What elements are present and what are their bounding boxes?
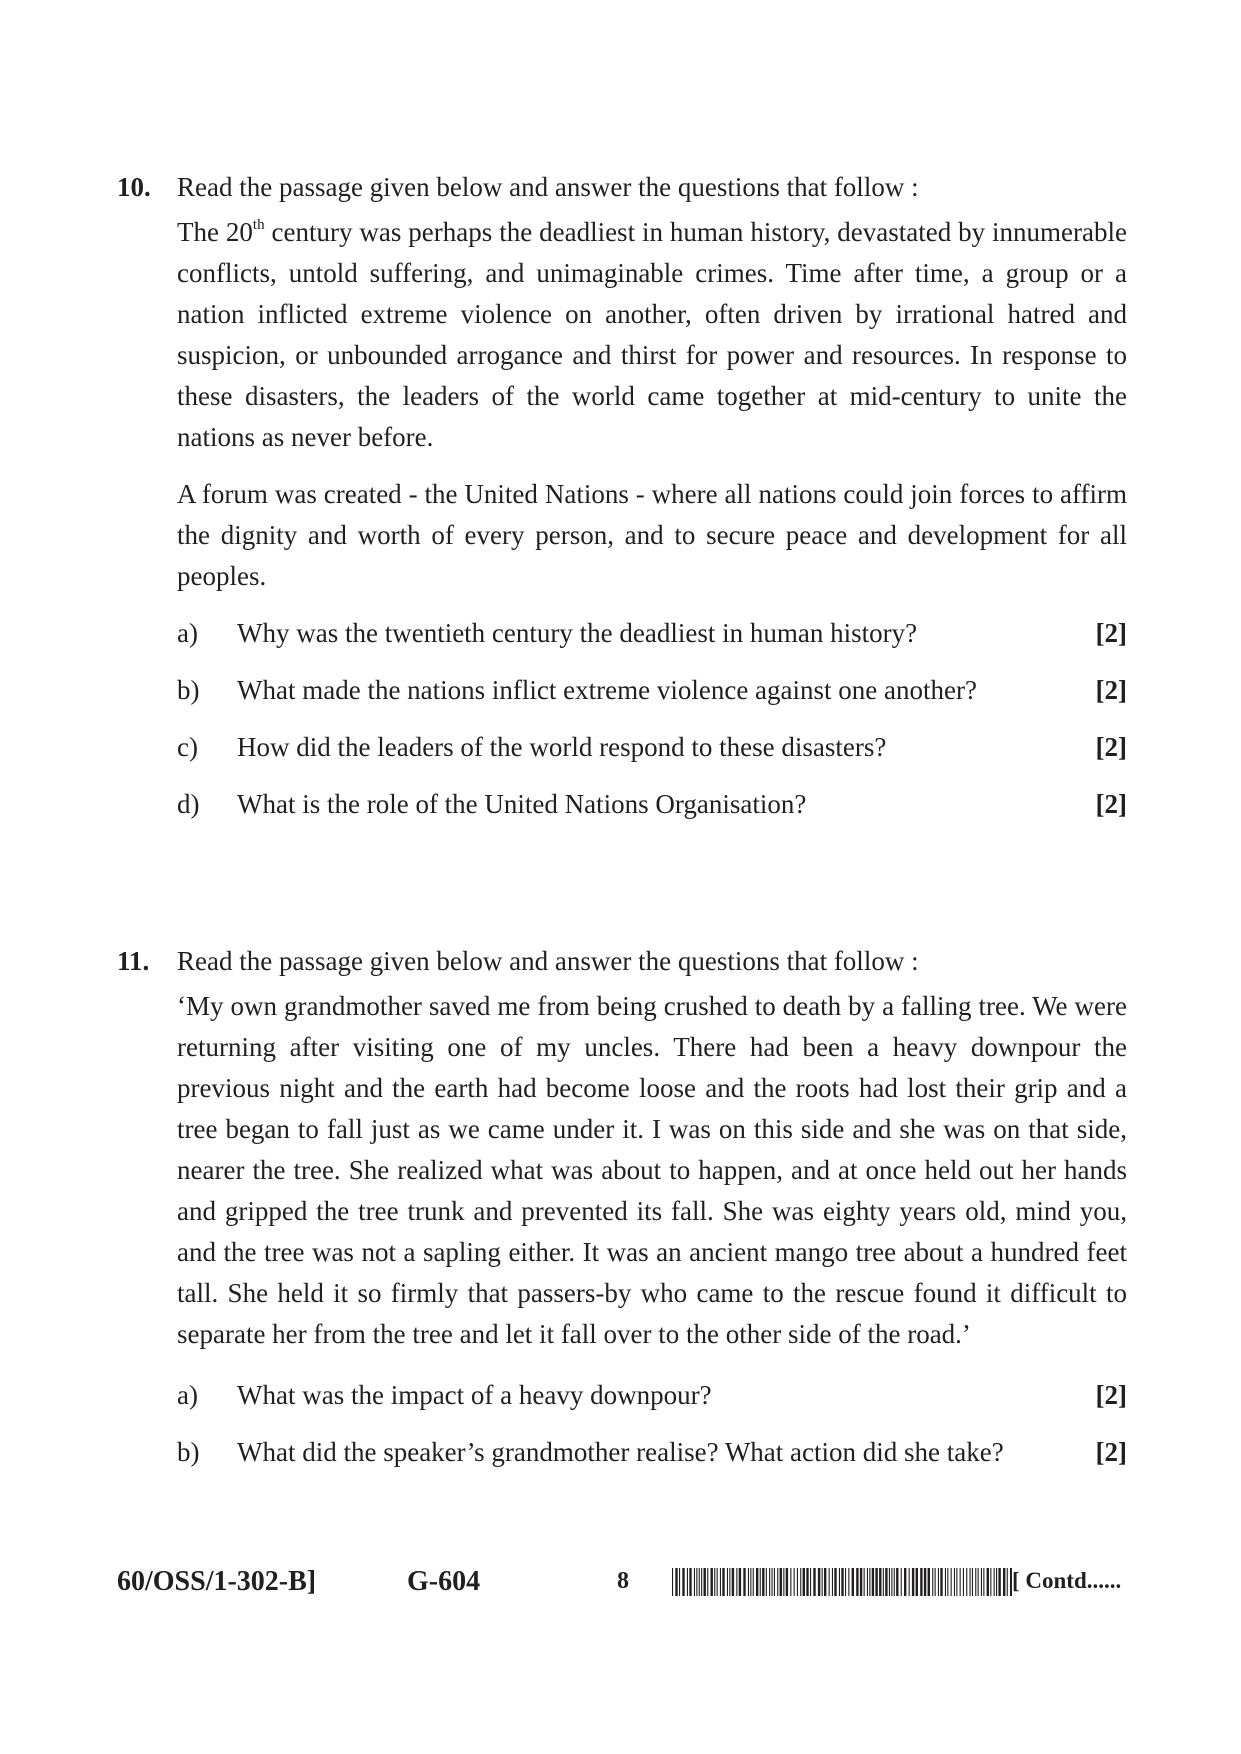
sub-question-text: What made the nations inflict extreme violence against one another? bbox=[237, 675, 977, 705]
sub-question bbox=[177, 1375, 1127, 1416]
question-instruction: Read the passage given below and answer the questions that follow : bbox=[177, 946, 919, 976]
sub-question-text: What was the impact of a heavy downpour? bbox=[237, 1380, 712, 1410]
sub-question-text: Why was the twentieth century the deadliest in human history? bbox=[237, 618, 918, 648]
question-11-header bbox=[117, 941, 1127, 982]
page-footer bbox=[117, 1562, 1127, 1602]
sub-question-letter: d) bbox=[177, 789, 200, 819]
sub-question-marks: [2] bbox=[1095, 1437, 1127, 1467]
sub-question-marks: [2] bbox=[1095, 1380, 1127, 1410]
sub-question bbox=[177, 670, 1127, 711]
question-number: 10. bbox=[117, 172, 151, 202]
question-10 bbox=[117, 167, 1127, 825]
sub-question-letter: a) bbox=[177, 1380, 198, 1410]
passage-paragraph-1 bbox=[177, 212, 1127, 458]
exam-code: 60/OSS/1-302-B] bbox=[117, 1566, 317, 1597]
sub-question-letter: b) bbox=[177, 1437, 200, 1467]
sub-question bbox=[177, 1432, 1127, 1473]
sub-question bbox=[177, 784, 1127, 825]
passage-text-start: The 20 bbox=[177, 217, 253, 247]
page-number: 8 bbox=[617, 1568, 629, 1594]
sub-question bbox=[177, 727, 1127, 768]
sub-question-letter: a) bbox=[177, 618, 198, 648]
sub-question-letter: c) bbox=[177, 732, 198, 762]
sub-question-text: What is the role of the United Nations Organisation? bbox=[237, 789, 807, 819]
sub-question-text: How did the leaders of the world respond to these disasters? bbox=[237, 732, 887, 762]
passage-text-rest: century was perhaps the deadliest in human history, devastated by innumerable conflicts, untold suffering, and unimaginable crimes. Time after time, a group or a nation inflicted extreme violence on another, often driven by irrational hatred and suspicion, or unbounded arrogance and thirst for power and resources. In response to these disasters, the leaders of the world came together at mid-century to unite the nations as never before. bbox=[177, 217, 1127, 452]
passage-paragraph: ‘My own grandmother saved me from being crushed to death by a falling tree. We were returning after visiting one of my uncles. There had been a heavy downpour the previous night and the earth had become loose and the roots had lost their grip and a tree began to fall just as we came under it. I was on this side and she was on that side, nearer the tree. She realized what was about to happen, and at once held out her hands and gripped the tree trunk and prevented its fall. She was eighty years old, mind you, and the tree was not a sapling either. It was an ancient mango tree about a hundred feet tall. She held it so firmly that passers-by who came to the rescue found it difficult to separate her from the tree and let it fall over to the other side of the road.’ bbox=[177, 991, 1127, 1349]
continued-label: [ Contd...... bbox=[1012, 1568, 1122, 1593]
sub-question-marks: [2] bbox=[1095, 618, 1127, 648]
sub-question-marks: [2] bbox=[1095, 675, 1127, 705]
passage-paragraph-2: A forum was created - the United Nations - where all nations could join forces to affirm the dignity and worth of every person, and to secure peace and development for all peoples. bbox=[177, 479, 1127, 591]
sub-question-text: What did the speaker’s grandmother realise? What action did she take? bbox=[237, 1437, 1004, 1467]
question-10-header bbox=[117, 167, 1127, 208]
sub-question-marks: [2] bbox=[1095, 789, 1127, 819]
sub-question-letter: b) bbox=[177, 675, 200, 705]
question-11 bbox=[117, 941, 1127, 1473]
question-number: 11. bbox=[117, 946, 150, 976]
paper-code: G-604 bbox=[407, 1566, 481, 1597]
barcode-icon bbox=[672, 1568, 1012, 1596]
sub-question-marks: [2] bbox=[1095, 732, 1127, 762]
ordinal-superscript: th bbox=[252, 217, 265, 233]
sub-question bbox=[177, 613, 1127, 654]
question-instruction: Read the passage given below and answer the questions that follow : bbox=[177, 172, 919, 202]
